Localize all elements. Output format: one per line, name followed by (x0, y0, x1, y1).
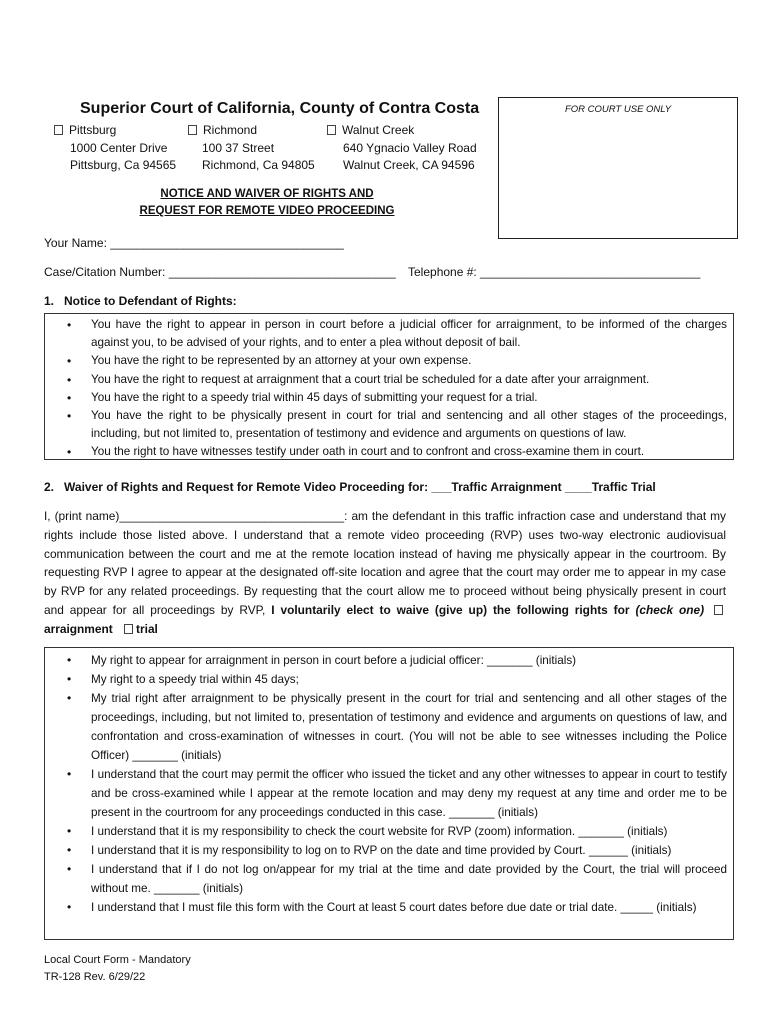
location-street: 640 Ygnacio Valley Road (343, 140, 477, 155)
location-name: Richmond (203, 123, 258, 137)
walnut-creek-checkbox[interactable] (327, 125, 336, 135)
list-item: • My trial right after arraignment to be physically present in the court for trial and sentencing and all other stages of the proceedings, including, but not limited to, presentation of testimony and evidence and arguments on questions of law, and confrontation and cross-examination of witnesses in court. (You will not be able to see witnesses including the Police Officer) _______ (initials) (45, 689, 733, 765)
richmond-checkbox[interactable] (188, 125, 197, 135)
telephone-field[interactable]: Telephone #: _________________________________ (408, 265, 701, 279)
waiver-list (45, 651, 733, 917)
waiver-text: I, (print name)__________________________________: am the defendant in this traffic infraction case and understand that my rights include those listed above. I understand that a remote video proceeding (RVP) uses two-way electronic audiovisual communication between the court and me at the remote location instead of having me physically appear in the courtroom. By requesting RVP I agree to appear at the designated off-site location and agree that the court may order me to appear in my case by RVP for any related proceedings. By requesting that the court allow me to proceed without being physically present in court and appear for all proceedings by RVP, (44, 509, 726, 617)
list-item: • You have the right to be physically present in court for trial and sentencing and all other stages of the proceedings, including, but not limited to, presentation of testimony and evidence and arguments on questions of law. (45, 407, 733, 443)
section-2-heading: 2. Waiver of Rights and Request for Remote Video Proceeding for: ___Traffic Arraignment ____Traffic Trial (44, 480, 656, 494)
footer-form-type: Local Court Form - Mandatory (44, 954, 191, 966)
location-city: Pittsburg, Ca 94565 (70, 158, 177, 172)
location-street: 100 37 Street (202, 140, 275, 155)
court-use-box (498, 97, 738, 239)
list-item: • You have the right to a speedy trial within 45 days of submitting your request for a trial. (45, 389, 733, 407)
location-pittsburg (54, 122, 176, 175)
location-name: Pittsburg (69, 123, 117, 137)
location-richmond (188, 122, 315, 175)
check-one-label: (check one) (635, 602, 705, 617)
list-item: • I understand that I must file this form with the Court at least 5 court dates before due date or trial date. _____ (initials) (45, 898, 733, 917)
rights-list (45, 316, 733, 462)
list-item: • My right to appear for arraignment in person in court before a judicial officer: _______ (initials) (45, 651, 733, 670)
list-item: • I understand that if I do not log on/appear for my trial at the time and date provided by the Court, the trial will proceed without me. _______ (initials) (45, 860, 733, 898)
notice-title-line-2: REQUEST FOR REMOTE VIDEO PROCEEDING (139, 205, 395, 217)
section-1-heading: 1. Notice to Defendant of Rights: (44, 294, 237, 308)
list-item: • I understand that the court may permit the officer who issued the ticket and any other witnesses to appear in court to testify and be cross-examined while I appear at the remote location and may deny my request at any time and order me to be present in the courtroom for any proceedings conducted in this case. _______ (initials) (45, 765, 733, 822)
waiver-items-box (44, 647, 734, 940)
your-name-field[interactable]: Your Name: ___________________________________ (44, 236, 344, 250)
location-city: Walnut Creek, CA 94596 (343, 158, 475, 172)
list-item: • You the right to have witnesses testify under oath in court and to confront and cross-examine them in court. (45, 443, 733, 461)
form-footer (44, 952, 191, 986)
notice-title (0, 186, 534, 220)
list-item: • I understand that it is my responsibility to check the court website for RVP (zoom) information. _______ (initials) (45, 822, 733, 841)
trial-checkbox[interactable] (124, 624, 133, 634)
list-item: • I understand that it is my responsibility to log on to RVP on the date and time provided by Court. ______ (initials) (45, 841, 733, 860)
list-item: • You have the right to request at arraignment that a court trial be scheduled for a date after your arraignment. (45, 371, 733, 389)
list-item: • You have the right to appear in person in court before a judicial officer for arraignment, to be informed of the charges against you, to be advised of your rights, and to enter a plea without deposit of bail. (45, 316, 733, 352)
waiver-paragraph (44, 507, 726, 639)
rights-notice-box (44, 313, 734, 460)
location-city: Richmond, Ca 94805 (202, 158, 315, 172)
location-walnut-creek (327, 122, 477, 175)
notice-title-line-1: NOTICE AND WAIVER OF RIGHTS AND (160, 188, 374, 200)
pittsburg-checkbox[interactable] (54, 125, 63, 135)
arraignment-option-label: arraignment (44, 621, 113, 636)
location-street: 1000 Center Drive (70, 140, 168, 155)
arraignment-checkbox[interactable] (714, 605, 723, 615)
list-item: • My right to a speedy trial within 45 days; (45, 670, 733, 689)
footer-form-number: TR-128 Rev. 6/29/22 (44, 971, 146, 983)
waiver-bold-text: I voluntarily elect to waive (give up) the following rights for (271, 602, 630, 617)
court-use-label: FOR COURT USE ONLY (564, 104, 672, 115)
trial-option-label: trial (136, 621, 158, 636)
list-item: • You have the right to be represented by an attorney at your own expense. (45, 352, 733, 370)
court-title: Superior Court of California, County of Contra Costa (80, 100, 480, 117)
location-name: Walnut Creek (342, 123, 415, 137)
case-number-field[interactable]: Case/Citation Number: __________________________________ (44, 265, 396, 279)
